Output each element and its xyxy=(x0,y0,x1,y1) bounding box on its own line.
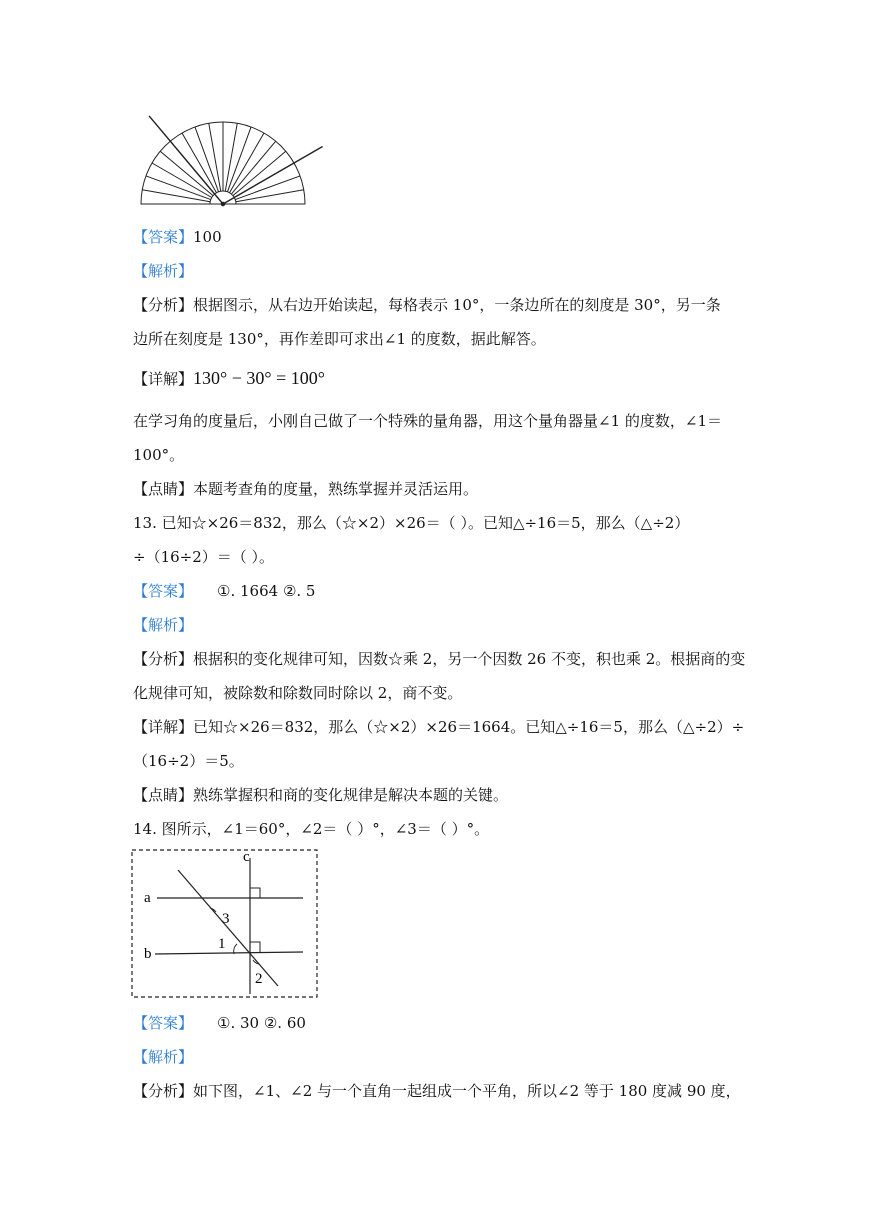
fenxi-line-2: 边所在刻度是 130°，再作差即可求出∠1 的度数，据此解答。 xyxy=(133,330,546,348)
xiangjie-tag: 【详解】 xyxy=(133,370,194,388)
answer-tag: 【答案】 xyxy=(133,582,194,600)
fenxi-tag: 【分析】 xyxy=(133,1082,194,1100)
line-b xyxy=(155,952,303,954)
label-b: b xyxy=(144,946,152,962)
fenxi-line: 【分析】根据积的变化规律可知，因数☆乘 2，另一个因数 26 不变，积也乘 2。根据商的变 xyxy=(133,650,746,668)
jiexi-tag: 【解析】 xyxy=(133,1048,194,1066)
label-a: a xyxy=(144,890,151,906)
q12-answer-line xyxy=(133,226,222,247)
jiexi-tag: 【解析】 xyxy=(133,616,194,634)
label-3: 3 xyxy=(222,911,230,927)
xiangjie-line xyxy=(133,368,325,389)
xiangjie-line: 【详解】已知☆×26＝832，那么（☆×2）×26＝1664。已知△÷16＝5，那么（△÷2）÷ xyxy=(133,718,745,736)
jiexi-tag: 【解析】 xyxy=(133,262,194,280)
protractor-center xyxy=(221,202,225,206)
q14-question-line: 14. 图所示，∠1＝60°，∠2＝（ ）°，∠3＝（ ）°。 xyxy=(133,820,490,838)
label-c: c xyxy=(243,849,250,865)
answer-tag: 【答案】 xyxy=(133,228,194,246)
q13-question-line-2: ÷（16÷2）＝（ ）。 xyxy=(133,548,275,566)
answer-value: 100 xyxy=(193,228,222,246)
fenxi-line: 【分析】根据图示，从右边开始读起，每格表示 10°，一条边所在的刻度是 30°，另一条 xyxy=(133,296,721,314)
xiangjie-formula: 130° − 30° = 100° xyxy=(193,368,325,388)
answer-values: ①. 1664 ②. 5 xyxy=(217,582,316,600)
explain-line: 在学习角的度量后，小刚自己做了一个特殊的量角器，用这个量角器量∠1 的度数，∠1＝ xyxy=(133,412,722,430)
q13-answer-line xyxy=(133,580,315,601)
answer-tag: 【答案】 xyxy=(133,1014,194,1032)
q13-question-line: 13. 已知☆×26＝832，那么（☆×2）×26＝（ ）。已知△÷16＝5，那么（△÷2） xyxy=(133,514,690,532)
label-2: 2 xyxy=(255,971,263,987)
xiangjie-tag: 【详解】 xyxy=(133,718,194,736)
fenxi-tag: 【分析】 xyxy=(133,650,194,668)
dianjing-line: 【点睛】熟练掌握积和商的变化规律是解决本题的关键。 xyxy=(133,786,509,804)
protractor-figure xyxy=(130,112,330,212)
dianjing-tag: 【点睛】 xyxy=(133,786,194,804)
parallel-lines-figure xyxy=(130,848,320,1000)
dianjing-tag: 【点睛】 xyxy=(133,480,194,498)
label-1: 1 xyxy=(218,936,226,952)
fenxi-line-2: 化规律可知，被除数和除数同时除以 2，商不变。 xyxy=(133,684,463,702)
answer-values: ①. 30 ②. 60 xyxy=(217,1014,306,1032)
dianjing-line: 【点睛】本题考查角的度量，熟练掌握并灵活运用。 xyxy=(133,480,479,498)
right-angle-mark-bottom xyxy=(250,942,260,952)
fenxi-line: 【分析】如下图，∠1、∠2 与一个直角一起组成一个平角，所以∠2 等于 180 度减 90 度， xyxy=(133,1082,741,1100)
explain-line-2: 100°。 xyxy=(133,446,185,464)
transversal-line xyxy=(178,870,278,986)
right-angle-mark-top xyxy=(250,888,260,898)
xiangjie-line-2: （16÷2）＝5。 xyxy=(133,752,244,770)
q14-answer-line xyxy=(133,1012,306,1033)
fenxi-tag: 【分析】 xyxy=(133,296,194,314)
